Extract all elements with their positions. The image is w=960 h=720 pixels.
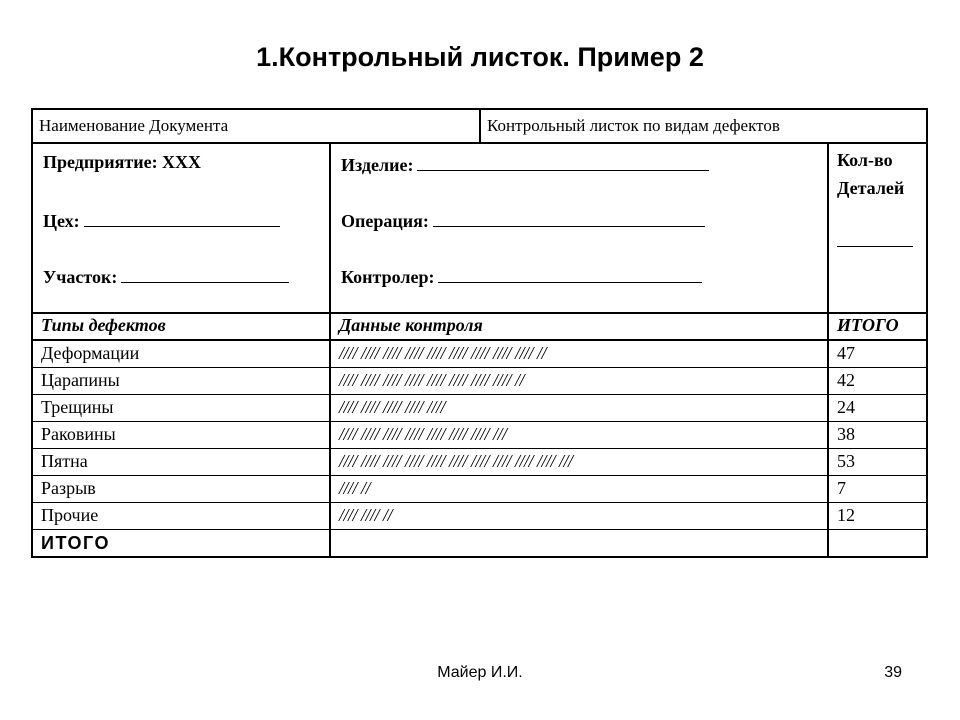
- column-defect-types: Типы дефектов: [33, 312, 331, 339]
- enterprise-field: Предприятие: ХХХ: [43, 152, 202, 172]
- grand-total-value: [829, 529, 926, 558]
- defect-total: 12: [837, 505, 855, 525]
- product-blank: [417, 152, 709, 171]
- check-sheet: [31, 108, 928, 558]
- table-row: [33, 475, 926, 503]
- table-row: [33, 421, 926, 449]
- tally-marks: //// //// //// //// ////: [331, 394, 829, 421]
- defect-name: Прочие: [33, 502, 331, 529]
- defect-name: Раковины: [33, 421, 331, 448]
- grand-total-tally: [331, 529, 829, 558]
- defect-name: Трещины: [33, 394, 331, 421]
- doc-name-label: Наименование Документа: [33, 110, 481, 142]
- defect-total: 38: [837, 424, 855, 444]
- table-row: [33, 367, 926, 395]
- doc-name-value: Контрольный листок по видам дефектов: [487, 116, 780, 135]
- workshop-field: Цех:: [43, 208, 280, 232]
- product-column: [331, 142, 829, 312]
- product-field: Изделие:: [341, 152, 709, 176]
- column-control-data: Данные контроля: [331, 312, 829, 339]
- operation-blank: [433, 208, 705, 227]
- location-column: [33, 142, 331, 312]
- defects-table: [33, 312, 926, 556]
- slide-page-number: 39: [884, 664, 902, 681]
- tally-marks: //// //: [331, 475, 829, 502]
- controller-blank: [438, 264, 702, 283]
- defect-total: 53: [837, 451, 855, 471]
- tally-marks: //// //// //// //// //// //// //// //// //// //// ///: [331, 448, 829, 475]
- slide-title: 1.Контрольный листок. Пример 2: [256, 42, 704, 72]
- grand-total-label: ИТОГО: [33, 529, 331, 558]
- tally-marks: //// //// //: [331, 502, 829, 529]
- section-field: Участок:: [43, 264, 289, 288]
- defect-name: Деформации: [33, 340, 331, 367]
- workshop-blank: [84, 208, 280, 227]
- column-total: ИТОГО: [837, 315, 899, 335]
- slide-author: Майер И.И.: [437, 664, 523, 681]
- tally-marks: //// //// //// //// //// //// //// //// //: [331, 367, 829, 394]
- document-header: [33, 110, 926, 144]
- defect-name: Царапины: [33, 367, 331, 394]
- quantity-column: [829, 142, 926, 312]
- table-row: [33, 502, 926, 530]
- table-header-row: [33, 312, 926, 341]
- table-row: [33, 340, 926, 368]
- tally-marks: //// //// //// //// //// //// //// ///: [331, 421, 829, 448]
- table-row: [33, 448, 926, 476]
- defect-name: Разрыв: [33, 475, 331, 502]
- quantity-label: Кол-во Деталей: [837, 150, 905, 198]
- defect-name: Пятна: [33, 448, 331, 475]
- defect-total: 24: [837, 397, 855, 417]
- info-block: [33, 142, 926, 314]
- defect-total: 7: [837, 478, 846, 498]
- defect-total: 42: [837, 370, 855, 390]
- grand-total-row: [33, 529, 926, 558]
- table-row: [33, 394, 926, 422]
- defect-total: 47: [837, 343, 855, 363]
- tally-marks: //// //// //// //// //// //// //// //// //// //: [331, 340, 829, 367]
- section-blank: [121, 264, 289, 283]
- controller-field: Контролер:: [341, 264, 702, 288]
- quantity-blank: [837, 246, 913, 247]
- operation-field: Операция:: [341, 208, 705, 232]
